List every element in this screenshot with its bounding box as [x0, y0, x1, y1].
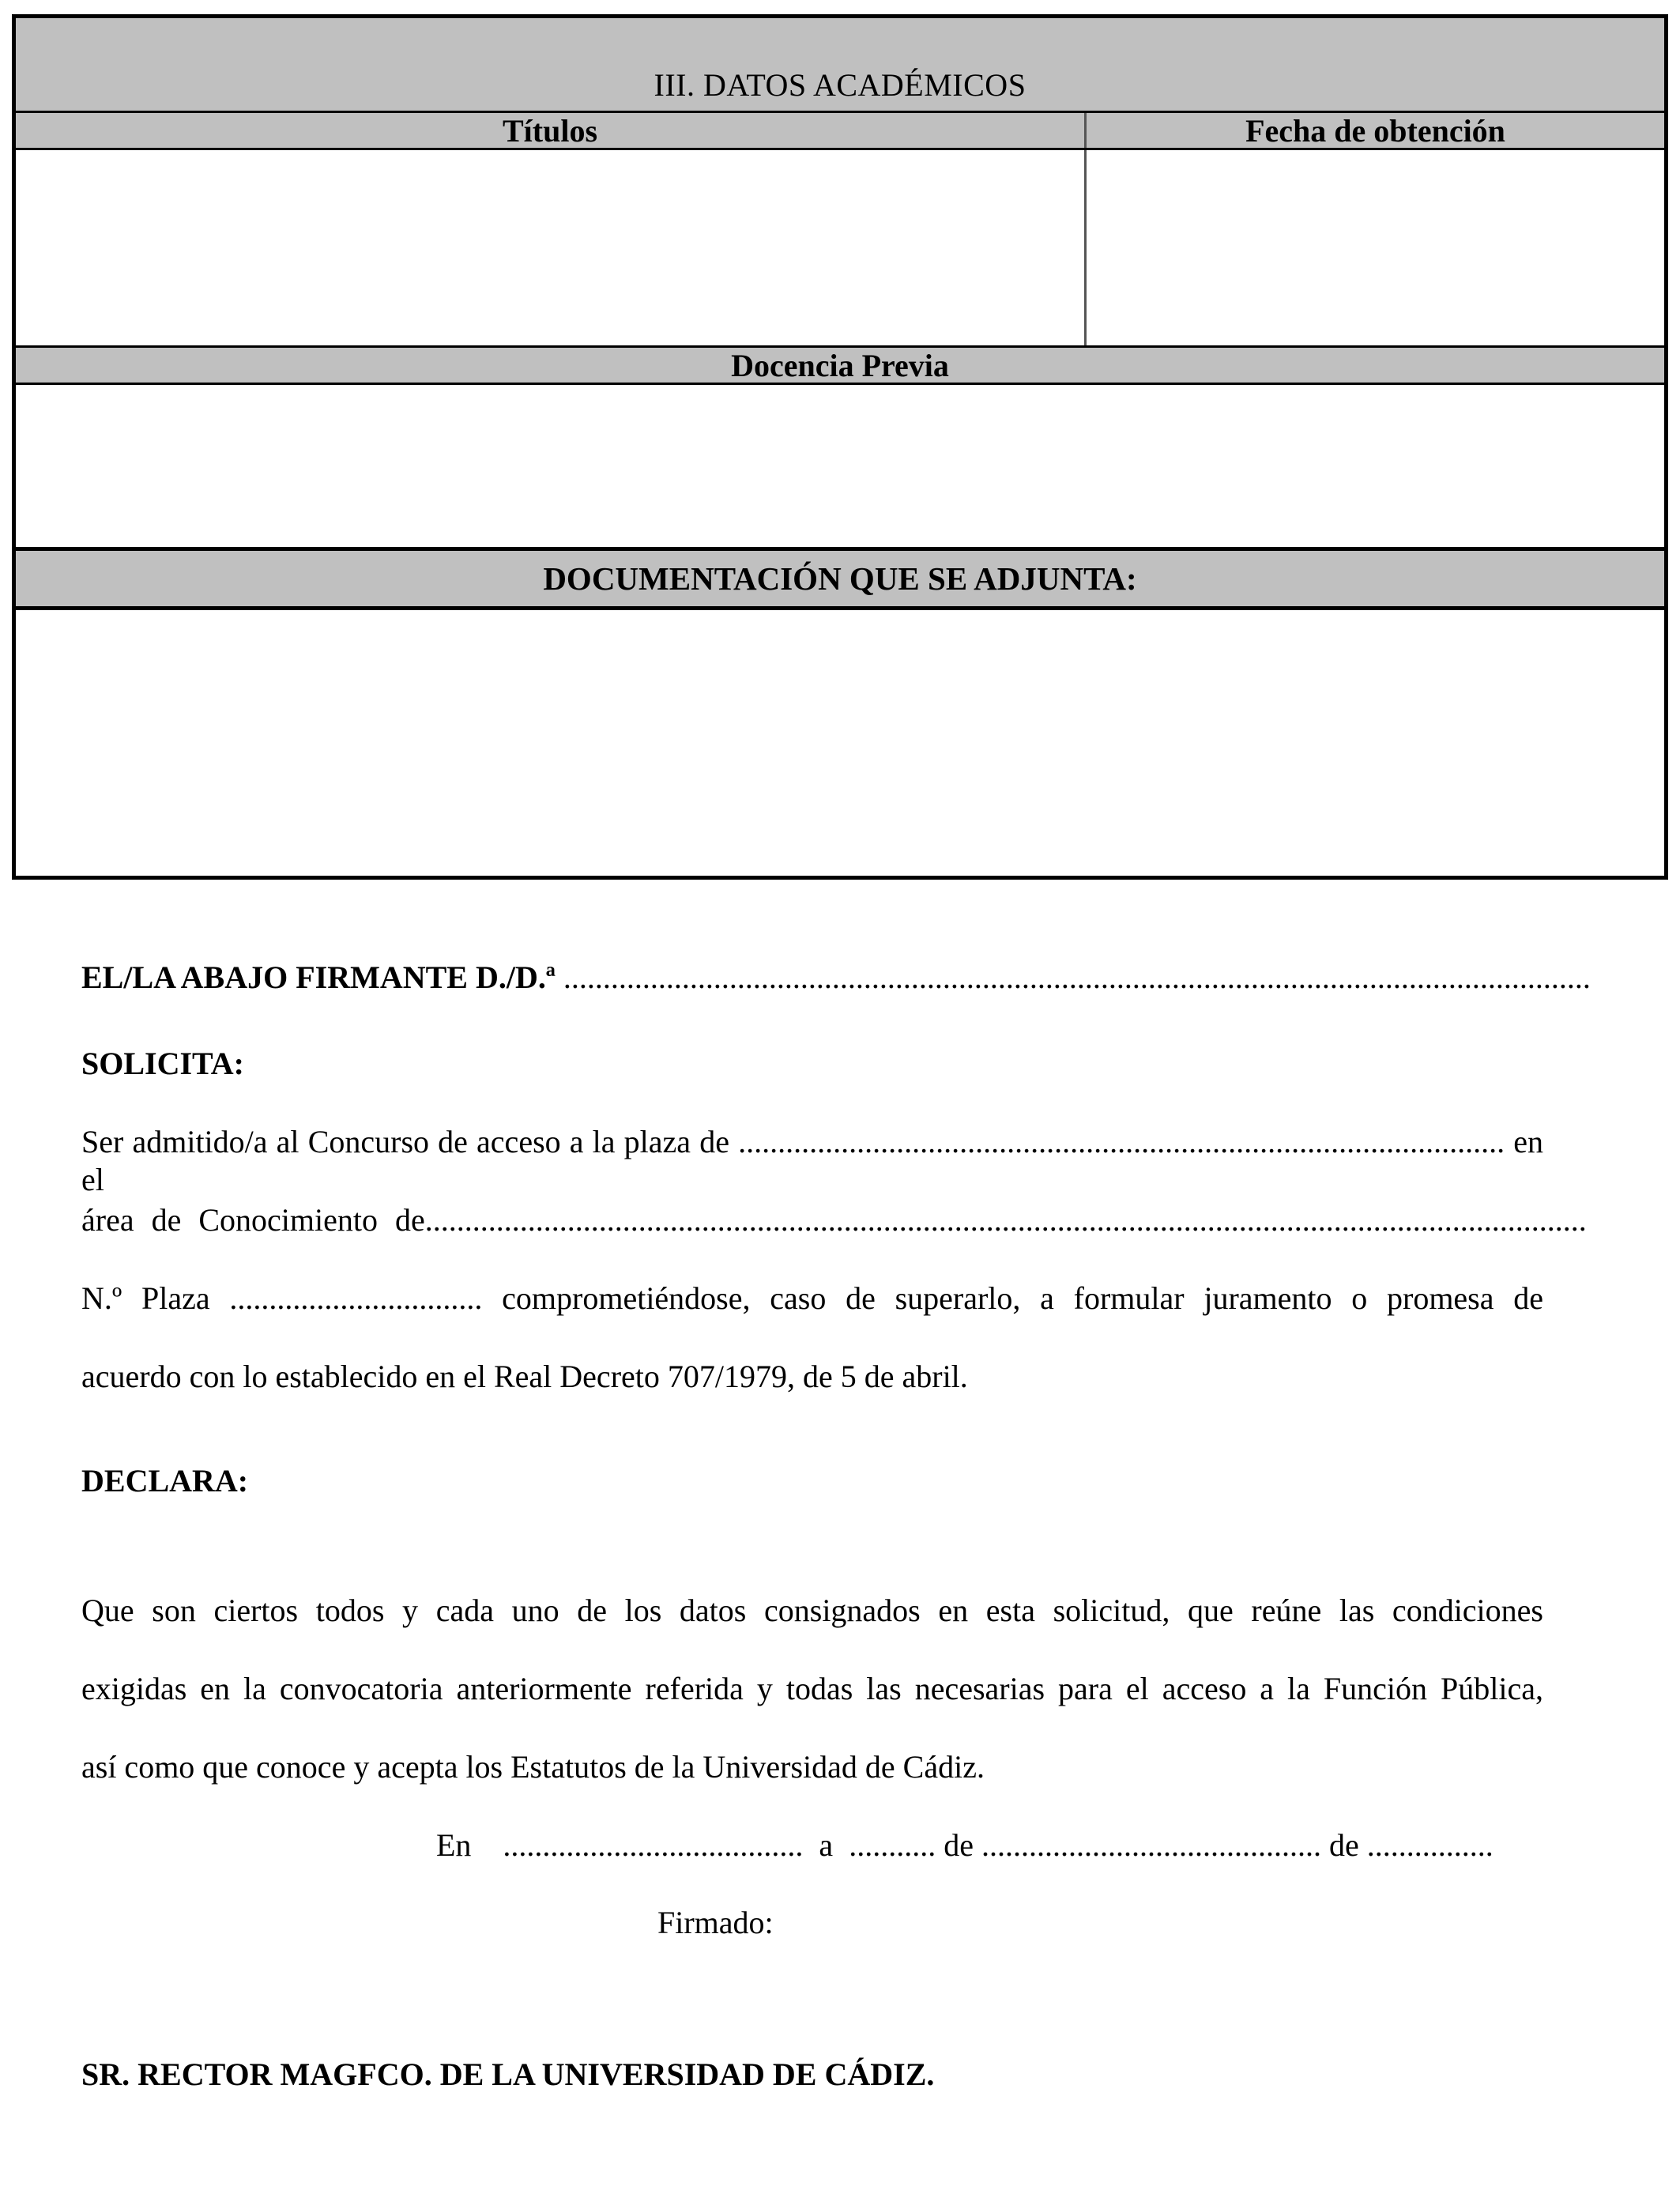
- firmante-line: [81, 959, 1591, 997]
- titulos-field[interactable]: [16, 150, 1084, 345]
- fecha-obtencion-header: Fecha de obtención: [1245, 112, 1505, 149]
- column-headers-row: [16, 113, 1664, 150]
- declara-line-2: exigidas en la convocatoria anteriormente referida y todas las necesarias para el acceso a la Función Pública,: [81, 1671, 1543, 1706]
- addressee: SR. RECTOR MAGFCO. DE LA UNIVERSIDAD DE CÁDIZ.: [81, 2056, 935, 2092]
- firmante-name-field[interactable]: ..................................................................................................................................: [563, 959, 1591, 995]
- area-conocimiento-label: área de Conocimiento de: [81, 1202, 425, 1238]
- declara-heading: DECLARA:: [81, 1463, 249, 1498]
- date-place-line[interactable]: En ...................................... a ........... de ........................................... de ................: [436, 1827, 1494, 1863]
- docencia-previa-field[interactable]: [16, 385, 1664, 547]
- section-title: III. DATOS ACADÉMICOS: [654, 67, 1026, 103]
- solicita-line-1: Ser admitido/a al Concurso de acceso a la plaza de ................................................................................................. en el: [81, 1124, 1543, 1197]
- column-divider: [1084, 113, 1087, 148]
- declara-line-1: Que son ciertos todos y cada uno de los datos consignados en esta solicitud, que reúne las condiciones: [81, 1593, 1543, 1628]
- documentacion-field[interactable]: [16, 610, 1664, 876]
- solicita-heading: SOLICITA:: [81, 1046, 244, 1081]
- documentacion-header: DOCUMENTACIÓN QUE SE ADJUNTA:: [16, 547, 1664, 610]
- titulos-header: Títulos: [502, 112, 598, 149]
- solicita-line-3: N.º Plaza ................................ comprometiéndose, caso de superarlo, a formular juramento o promesa de: [81, 1280, 1543, 1316]
- solicita-line-2: [81, 1201, 1587, 1239]
- firmante-label: EL/LA ABAJO FIRMANTE D./D.ª: [81, 959, 556, 995]
- section-title-row: [16, 18, 1664, 113]
- docencia-previa-header: Docencia Previa: [16, 345, 1664, 385]
- solicita-line-4: acuerdo con lo establecido en el Real Decreto 707/1979, de 5 de abril.: [81, 1359, 968, 1394]
- firmado-label: Firmado:: [657, 1905, 774, 1940]
- area-conocimiento-field[interactable]: ...................................................................................................................................................: [424, 1202, 1587, 1238]
- declara-line-3: así como que conoce y acepta los Estatutos de la Universidad de Cádiz.: [81, 1749, 985, 1785]
- fecha-obtencion-field[interactable]: [1087, 150, 1664, 345]
- academic-data-table: [12, 14, 1668, 880]
